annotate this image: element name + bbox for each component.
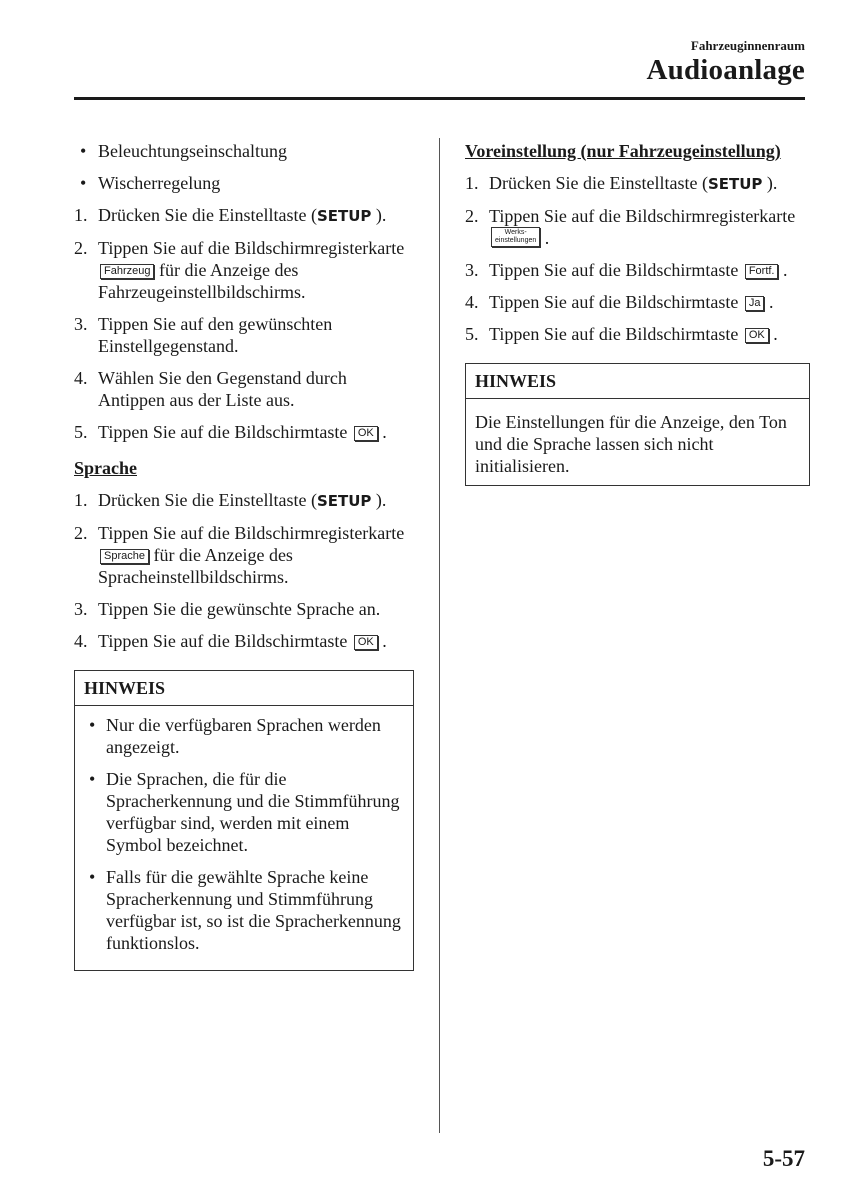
- screen-tab-button: [491, 227, 540, 247]
- bullet-item: [74, 172, 414, 194]
- step-text: .: [764, 292, 774, 312]
- step-item: [74, 367, 414, 411]
- section-heading: Voreinstellung (nur Fahrzeugeinstellung): [465, 141, 781, 161]
- header-rule: [74, 97, 805, 100]
- step-item: [465, 323, 810, 345]
- step-text: für die Anzeige des Fahrzeugeinstellbildschirms.: [98, 260, 306, 302]
- step-item: [465, 259, 810, 281]
- step-number: 2.: [74, 523, 88, 543]
- setup-key: SETUP: [707, 175, 763, 193]
- step-number: 4.: [465, 292, 479, 312]
- note-body: [75, 706, 413, 970]
- step-text: .: [377, 631, 387, 651]
- step-item: [74, 421, 414, 443]
- step-text: .: [768, 324, 778, 344]
- step-text: ).: [371, 490, 387, 510]
- step-number: 3.: [74, 314, 88, 334]
- step-text: Tippen Sie auf die Bildschirmtaste: [489, 260, 743, 280]
- section-heading: Sprache: [74, 458, 137, 478]
- step-number: 3.: [465, 260, 479, 280]
- step-text: Tippen Sie auf die Bildschirmtaste: [489, 324, 743, 344]
- left-column: [74, 140, 414, 971]
- note-body: [466, 399, 809, 485]
- step-item: [74, 522, 414, 588]
- right-column: [465, 140, 810, 486]
- button-label-top: Werks-: [504, 229, 527, 236]
- page-title: Audioanlage: [646, 54, 805, 86]
- step-text: .: [540, 228, 550, 248]
- step-text: Tippen Sie auf die Bildschirmtaste: [98, 631, 352, 651]
- screen-button: Fortf.: [745, 264, 779, 279]
- step-text: Drücken Sie die Einstelltaste (: [98, 205, 317, 225]
- step-text: Tippen Sie auf den gewünschten Einstellgegenstand.: [98, 314, 333, 356]
- bullet-marker: •: [89, 867, 96, 887]
- note-text: Die Einstellungen für die Anzeige, den Ton und die Sprache lassen sich nicht initialisieren.: [475, 412, 787, 476]
- step-text: Drücken Sie die Einstelltaste (: [489, 173, 708, 193]
- step-number: 4.: [74, 368, 88, 388]
- bullet-text: Beleuchtungseinschaltung: [98, 141, 287, 161]
- step-text: Tippen Sie die gewünschte Sprache an.: [98, 599, 381, 619]
- note-title: HINWEIS: [75, 671, 413, 706]
- page-number: 5-57: [762, 1146, 805, 1171]
- column-divider: [439, 138, 440, 1133]
- screen-tab-button: Fahrzeug: [100, 264, 154, 279]
- step-item: [74, 313, 414, 357]
- setup-key: SETUP: [316, 492, 372, 510]
- screen-button: OK: [354, 426, 378, 441]
- step-text: Tippen Sie auf die Bildschirmtaste: [98, 422, 352, 442]
- step-text: für die Anzeige des Spracheinstellbildschirms.: [98, 545, 293, 587]
- step-item: [465, 205, 810, 249]
- step-number: 1.: [465, 173, 479, 193]
- setup-key: SETUP: [316, 207, 372, 225]
- step-number: 2.: [74, 238, 88, 258]
- bullet-marker: •: [89, 769, 96, 789]
- step-text: Wählen Sie den Gegenstand durch Antippen aus der Liste aus.: [98, 368, 347, 410]
- button-label-bottom: einstellungen: [495, 237, 537, 244]
- step-text: ).: [762, 173, 778, 193]
- step-text: .: [377, 422, 387, 442]
- step-text: Tippen Sie auf die Bildschirmregisterkarte: [98, 523, 405, 543]
- bullet-marker: •: [80, 173, 87, 193]
- step-number: 4.: [74, 631, 88, 651]
- step-item: [74, 598, 414, 620]
- note-bullet: [84, 866, 404, 954]
- step-number: 1.: [74, 205, 88, 225]
- step-item: [74, 489, 414, 512]
- note-bullet: [84, 714, 404, 758]
- note-title: HINWEIS: [466, 364, 809, 399]
- step-item: [465, 291, 810, 313]
- step-text: Tippen Sie auf die Bildschirmregisterkarte: [489, 206, 796, 226]
- step-number: 3.: [74, 599, 88, 619]
- step-number: 1.: [74, 490, 88, 510]
- step-text: Tippen Sie auf die Bildschirmregisterkarte: [98, 238, 405, 258]
- screen-button: OK: [354, 635, 378, 650]
- note-bullet-text: Falls für die gewählte Sprache keine Spracherkennung und Stimmführung verfügbar ist, so ist die Spracherkennung funktionslos.: [106, 867, 401, 953]
- step-number: 5.: [465, 324, 479, 344]
- screen-button: Ja: [745, 296, 765, 311]
- note-bullet-text: Nur die verfügbaren Sprachen werden angezeigt.: [106, 715, 381, 757]
- step-item: [74, 204, 414, 227]
- note-bullet: [84, 768, 404, 856]
- bullet-marker: •: [80, 141, 87, 161]
- step-number: 2.: [465, 206, 479, 226]
- note-bullet-text: Die Sprachen, die für die Spracherkennung und die Stimmführung verfügbar sind, werden mit einem Symbol bezeichnet.: [106, 769, 400, 855]
- step-item: [465, 172, 810, 195]
- screen-button: OK: [745, 328, 769, 343]
- step-item: [74, 630, 414, 652]
- note-box: [74, 670, 414, 971]
- step-text: .: [778, 260, 788, 280]
- step-item: [74, 237, 414, 303]
- section-label: Fahrzeuginnenraum: [690, 38, 805, 53]
- step-text: Tippen Sie auf die Bildschirmtaste: [489, 292, 743, 312]
- bullet-marker: •: [89, 715, 96, 735]
- screen-tab-button: Sprache: [100, 549, 149, 564]
- bullet-item: [74, 140, 414, 162]
- step-text: ).: [371, 205, 387, 225]
- note-box: [465, 363, 810, 486]
- bullet-text: Wischerregelung: [98, 173, 221, 193]
- step-text: Drücken Sie die Einstelltaste (: [98, 490, 317, 510]
- step-number: 5.: [74, 422, 88, 442]
